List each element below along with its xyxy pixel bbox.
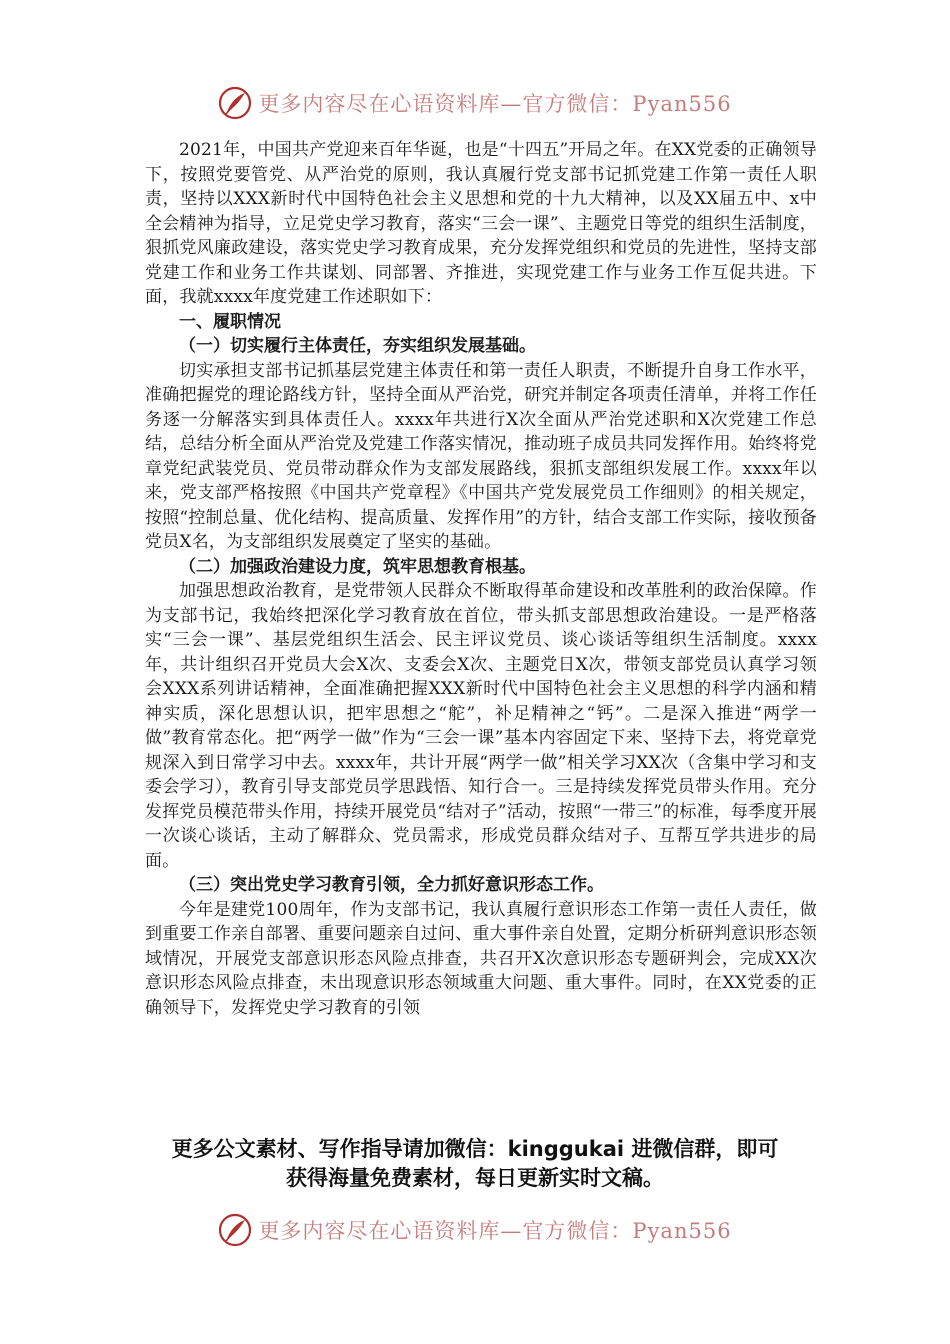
subsection-heading-1: （一）切实履行主体责任，夯实组织发展基础。	[179, 336, 536, 356]
feather-pen-logo-icon	[218, 86, 252, 120]
section-heading: 一、履职情况	[179, 311, 281, 332]
promo-line-2: 获得海量免费素材，每日更新实时文稿。	[286, 1166, 664, 1190]
banner-text: 更多内容尽在心语资料库—官方微信：Pyan556	[258, 1219, 732, 1243]
subsection-paragraph-2: 加强思想政治教育，是党带领人民群众不断取得革命建设和改革胜利的政治保障。作为支部书记，我始终把深化学习教育放在首位，带头抓支部思想政治建设。一是严格落实“三会一课”、基层党组织生活会、民主评议党员、谈心谈话等组织生活制度。xxxx年，共计组织召开党员大会X次、支委会X次、主题党日X次，带领支部党员认真学习领会XXX系列讲话精神，全面准确把握XXX新时代中国特色社会主义思想的科学内涵和精神实质，深化思想认识，把牢思想之“舵”，补足精神之“钙”。二是深入推进“两学一做”教育常态化。把“两学一做”作为“三会一课”基本内容固定下来、坚持下去，将党章党规深入到日常学习中去。xxxx年，共计开展“两学一做”相关学习XX次（含集中学习和支委会学习），教育引导支部党员学思践悟、知行合一。三是持续发挥党员带头作用。充分发挥党员模范带头作用，持续开展党员“结对子”活动，按照“一带三”的标准，每季度开展一次谈心谈话，主动了解群众、党员需求，形成党员群众结对子、互帮互学共进步的局面。	[145, 581, 817, 871]
promo-line-1: 更多公文素材、写作指导请加微信：kinggukai 进微信群，即可	[171, 1137, 779, 1161]
intro-paragraph: 2021年，中国共产党迎来百年华诞，也是“十四五”开局之年。在XX党委的正确领导下，按照党要管党、从严治党的原则，我认真履行党支部书记抓党建工作第一责任人职责，坚持以XXX新时代中国特色社会主义思想和党的十九大精神，以及XX届五中、x中全会精神为指导，立足党史学习教育，落实“三会一课”、主题党日等党的组织生活制度，狠抓党风廉政建设，落实党史学习教育成果，充分发挥党组织和党员的先进性，坚持支部党建工作和业务工作共谋划、同部署、齐推进，实现党建工作与业务工作互促共进。下面，我就xxxx年度党建工作述职如下：	[145, 140, 817, 307]
document-body	[145, 138, 817, 1020]
feather-pen-logo-icon	[218, 1213, 252, 1247]
subsection-heading-2: （二）加强政治建设力度，筑牢思想教育根基。	[179, 556, 536, 577]
promo-notice	[120, 1135, 830, 1193]
subsection-heading-3: （三）突出党史学习教育引领，全力抓好意识形态工作。	[179, 875, 604, 895]
subsection-paragraph-3: 今年是建党100周年，作为支部书记，我认真履行意识形态工作第一责任人责任，做到重要工作亲自部署、重要问题亲自过问、重大事件亲自处置，定期分析研判意识形态领域情况，开展党支部意识形态风险点排查，共召开X次意识形态专题研判会，完成XX次意识形态风险点排查，未出现意识形态领域重大问题、重大事件。同时，在XX党委的正确领导下，发挥党史学习教育的引领	[145, 899, 817, 1018]
footer-banner	[0, 1212, 950, 1248]
subsection-paragraph-1: 切实承担支部书记抓基层党建主体责任和第一责任人职责，不断提升自身工作水平，准确把握党的理论路线方针，坚持全面从严治党，研究并制定各项责任清单，并将工作任务逐一分解落实到具体责任人。xxxx年共进行X次全面从严治党述职和X次党建工作总结，总结分析全面从严治党及党建工作落实情况，推动班子成员共同发挥作用。始终将党章党纪武装党员、党员带动群众作为支部发展路线，狠抓支部组织发展工作。xxxx年以来，党支部严格按照《中国共产党章程》《中国共产党发展党员工作细则》的相关规定，按照“控制总量、优化结构、提高质量、发挥作用”的方针，结合支部工作实际，接收预备党员X名，为支部组织发展奠定了坚实的基础。	[145, 360, 817, 552]
header-banner	[0, 85, 950, 121]
banner-text: 更多内容尽在心语资料库—官方微信：Pyan556	[258, 92, 732, 116]
